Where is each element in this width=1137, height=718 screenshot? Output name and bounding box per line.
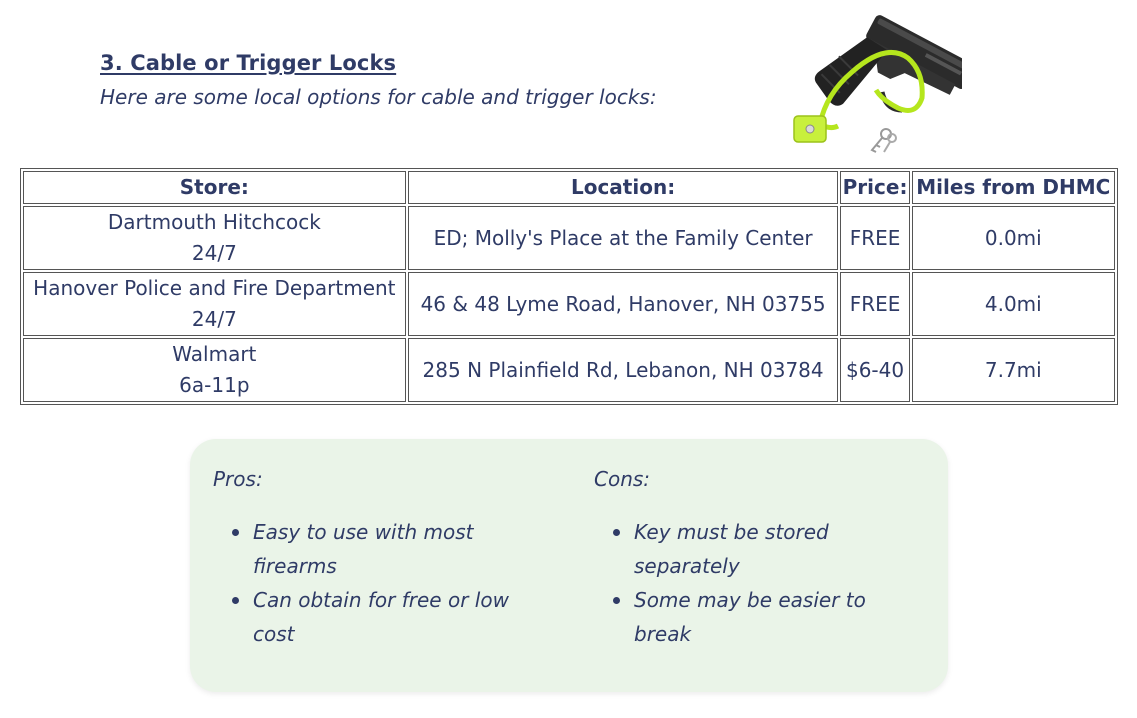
pros-item: Easy to use with most firearms <box>253 515 543 583</box>
table-row <box>23 272 1115 336</box>
miles-cell: 7.7mi <box>912 338 1115 402</box>
table-row <box>23 338 1115 402</box>
store-cell <box>23 272 406 336</box>
cons-item: Some may be easier to break <box>634 583 924 651</box>
store-cell <box>23 206 406 270</box>
header-store: Store: <box>23 171 406 204</box>
handgun-with-cable-lock-icon <box>790 6 962 156</box>
price-cell: FREE <box>840 206 909 270</box>
table-row <box>23 206 1115 270</box>
table-header-row <box>23 171 1115 204</box>
pros-title: Pros: <box>213 467 263 491</box>
store-hours: 24/7 <box>191 241 237 265</box>
header-price: Price: <box>840 171 909 204</box>
miles-cell: 0.0mi <box>912 206 1115 270</box>
pros-cons-panel <box>190 439 948 692</box>
location-cell: ED; Molly's Place at the Family Center <box>408 206 839 270</box>
store-hours: 24/7 <box>191 307 237 331</box>
cons-item: Key must be stored separately <box>634 515 924 583</box>
store-name: Hanover Police and Fire Department <box>33 276 396 300</box>
price-cell: $6-40 <box>840 338 909 402</box>
cons-title: Cons: <box>594 467 651 491</box>
header-miles: Miles from DHMC <box>912 171 1115 204</box>
section-intro: Here are some local options for cable and trigger locks: <box>100 85 657 109</box>
store-name: Dartmouth Hitchcock <box>107 210 321 234</box>
location-cell: 46 & 48 Lyme Road, Hanover, NH 03755 <box>408 272 839 336</box>
header-location: Location: <box>408 171 839 204</box>
location-cell: 285 N Plainfield Rd, Lebanon, NH 03784 <box>408 338 839 402</box>
section-heading: 3. Cable or Trigger Locks <box>100 51 397 75</box>
store-table <box>20 168 1118 405</box>
pros-item: Can obtain for free or low cost <box>253 583 543 651</box>
cons-list <box>594 515 924 651</box>
price-cell: FREE <box>840 272 909 336</box>
store-name: Walmart <box>172 342 257 366</box>
miles-cell: 4.0mi <box>912 272 1115 336</box>
pros-list <box>213 515 543 651</box>
store-hours: 6a-11p <box>179 373 250 397</box>
store-cell <box>23 338 406 402</box>
